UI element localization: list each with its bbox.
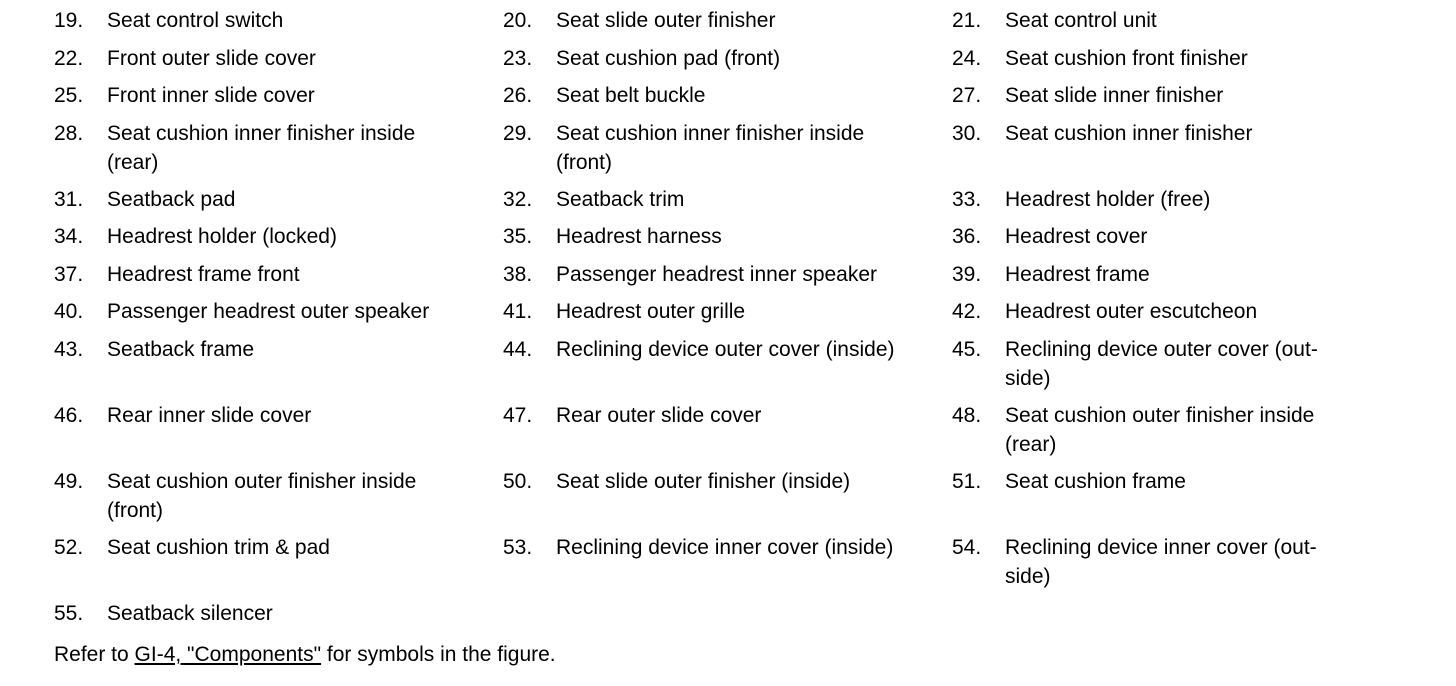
components-reference-link[interactable]: GI-4, "Components" (134, 643, 322, 666)
legend-item-number: 19. (54, 9, 84, 32)
legend-item-number: 30. (952, 121, 982, 145)
legend-item-number: 53. (503, 535, 533, 559)
legend-item-number: 28. (54, 121, 84, 145)
legend-item (952, 119, 1401, 185)
legend-item-number: 40. (54, 300, 84, 323)
legend-item (54, 533, 503, 599)
legend-item-label: Seat control unit (1005, 9, 1157, 32)
legend-item-label: Seat cushion front finisher (1005, 46, 1248, 70)
legend-item-label: Headrest frame front (107, 262, 300, 286)
legend-item-number: 48. (952, 403, 982, 427)
legend-item-label: Seatback frame (107, 337, 255, 361)
legend-item-number: 46. (54, 403, 84, 427)
legend-item (503, 81, 952, 119)
legend-item-label: Seatback silencer (107, 601, 273, 625)
legend-item-number: 25. (54, 84, 84, 107)
legend-item (503, 533, 952, 599)
legend-item-number: 45. (952, 337, 982, 361)
legend-item-label: Seat cushion outer finisher inside (front) (107, 469, 417, 522)
legend-item-label: Headrest holder (locked) (107, 225, 337, 248)
legend-item-number: 23. (503, 46, 533, 70)
legend-item-number: 49. (54, 469, 84, 493)
legend-item-number: 54. (952, 535, 982, 559)
legend-item (54, 44, 503, 82)
legend-item-number: 55. (54, 601, 84, 625)
legend-item-number: 35. (503, 225, 533, 248)
legend-item (952, 260, 1401, 298)
legend-item-number: 50. (503, 469, 533, 493)
legend-item-number: 41. (503, 300, 533, 323)
legend-item (54, 81, 503, 119)
legend-item-number: 38. (503, 262, 533, 286)
legend-item-label: Passenger headrest inner speaker (556, 262, 878, 286)
legend-item-label: Seat cushion inner finisher inside (front) (556, 121, 865, 174)
legend-item (952, 81, 1401, 119)
reference-note (54, 640, 556, 669)
legend-item (952, 467, 1401, 533)
legend-item-label: Rear outer slide cover (556, 403, 762, 427)
legend-item-number: 27. (952, 84, 982, 107)
legend-item-label: Seat cushion frame (1005, 469, 1186, 493)
legend-item-label: Seat cushion inner finisher (1005, 121, 1253, 145)
legend-item (54, 6, 503, 44)
legend-item (952, 533, 1401, 599)
reference-prefix: Refer to (54, 643, 135, 666)
legend-item-label: Seat belt buckle (556, 84, 706, 107)
legend-item-label: Seat slide inner finisher (1005, 84, 1224, 107)
legend-item-number: 34. (54, 225, 84, 248)
legend-item-number: 37. (54, 262, 84, 286)
legend-item-label: Seat cushion trim & pad (107, 535, 330, 559)
legend-item-label: Front outer slide cover (107, 46, 316, 70)
legend-item (952, 401, 1401, 467)
legend-item-label: Reclining device inner cover (out- side) (1005, 535, 1317, 588)
legend-item-number: 29. (503, 121, 533, 145)
legend-item (952, 222, 1401, 260)
legend-item (54, 119, 503, 185)
legend-item-label: Front inner slide cover (107, 84, 315, 107)
legend-item-number: 26. (503, 84, 533, 107)
legend-item-label: Reclining device outer cover (out- side) (1005, 337, 1318, 390)
legend-item-number: 31. (54, 187, 84, 211)
legend-item-label: Seat cushion outer finisher inside (rear) (1005, 403, 1315, 456)
legend-item (54, 260, 503, 298)
legend-item-number: 36. (952, 225, 982, 248)
legend-item (952, 185, 1401, 223)
legend-item (952, 6, 1401, 44)
legend-item (54, 401, 503, 467)
legend-item (503, 44, 952, 82)
legend-item (503, 401, 952, 467)
legend-item-number: 24. (952, 46, 982, 70)
legend-item (54, 297, 503, 335)
legend-item-number: 44. (503, 337, 533, 361)
legend-item-label: Headrest outer grille (556, 300, 746, 323)
legend-item-label: Reclining device outer cover (inside) (556, 337, 895, 361)
legend-item (503, 185, 952, 223)
legend-item (952, 335, 1401, 401)
reference-suffix: for symbols in the figure. (321, 643, 556, 666)
legend-item-number: 22. (54, 46, 84, 70)
legend-item-number: 21. (952, 9, 982, 32)
legend-item-label: Reclining device inner cover (inside) (556, 535, 894, 559)
legend-item-label: Seat slide outer finisher (556, 9, 776, 32)
legend-item-label: Headrest outer escutcheon (1005, 300, 1258, 323)
legend-item-number: 43. (54, 337, 84, 361)
legend-item (952, 44, 1401, 82)
legend-item-number: 32. (503, 187, 533, 211)
legend-item (503, 260, 952, 298)
legend-item-number: 42. (952, 300, 982, 323)
legend-item-label: Headrest frame (1005, 262, 1150, 286)
legend-item-label: Seat cushion pad (front) (556, 46, 781, 70)
legend-item-label: Seatback trim (556, 187, 685, 211)
legend-item-label: Headrest harness (556, 225, 722, 248)
legend-item (503, 335, 952, 401)
legend-item (952, 297, 1401, 335)
legend-item-label: Passenger headrest outer speaker (107, 300, 430, 323)
legend-item-label: Headrest holder (free) (1005, 187, 1211, 211)
legend-item-label: Rear inner slide cover (107, 403, 312, 427)
legend-item-number: 39. (952, 262, 982, 286)
legend-item (54, 599, 503, 637)
legend-item (54, 335, 503, 401)
legend-item-label: Headrest cover (1005, 225, 1148, 248)
legend-item-number: 20. (503, 9, 533, 32)
legend-item-label: Seat slide outer finisher (inside) (556, 469, 851, 493)
legend-item (54, 467, 503, 533)
component-legend (54, 6, 1414, 636)
legend-item-number: 51. (952, 469, 982, 493)
legend-item-number: 47. (503, 403, 533, 427)
legend-item-label: Seat cushion inner finisher inside (rear) (107, 121, 416, 174)
legend-item (503, 297, 952, 335)
legend-item-label: Seatback pad (107, 187, 236, 211)
legend-item-number: 33. (952, 187, 982, 211)
legend-item (54, 185, 503, 223)
legend-item (503, 6, 952, 44)
legend-item-number: 52. (54, 535, 84, 559)
legend-item (503, 222, 952, 260)
legend-item (54, 222, 503, 260)
legend-item-label: Seat control switch (107, 9, 284, 32)
legend-item (503, 119, 952, 185)
legend-item (503, 467, 952, 533)
